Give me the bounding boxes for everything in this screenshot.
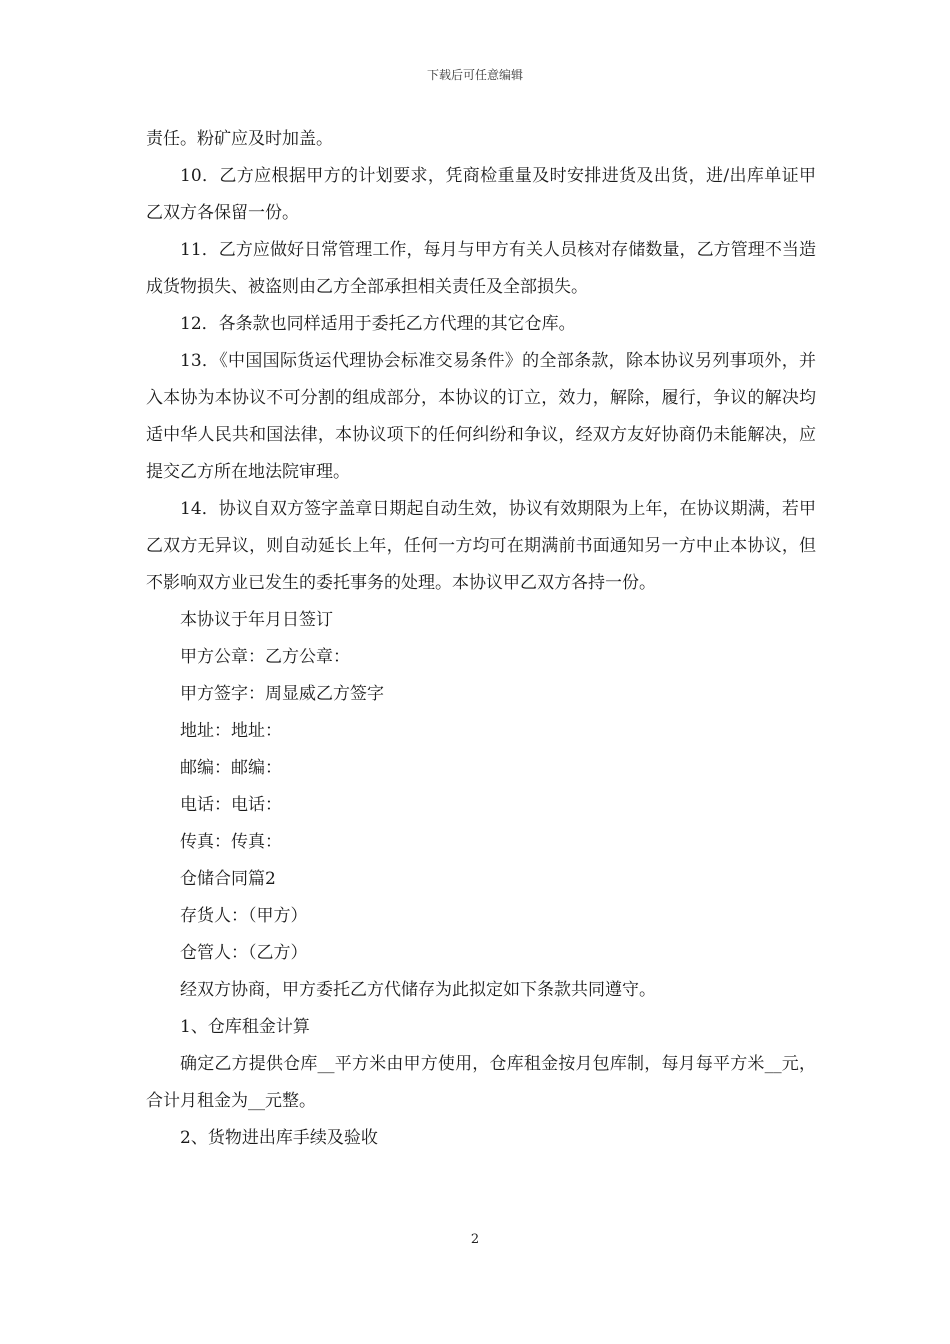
item-1-heading: 1、仓库租金计算 bbox=[180, 1017, 310, 1037]
warehouse-keeper-line: 仓管人：（乙方） bbox=[180, 943, 308, 963]
page-header: 下载后可任意编辑 bbox=[426, 68, 523, 82]
depositor-line: 存货人：（甲方） bbox=[180, 906, 308, 926]
postcode-line: 邮编：邮编： bbox=[180, 758, 282, 778]
document-body bbox=[146, 121, 816, 1157]
item-2-heading: 2、货物进出库手续及验收 bbox=[180, 1128, 378, 1148]
address-line: 地址：地址： bbox=[180, 721, 282, 741]
clause-14: 14．协议自双方签字盖章日期起自动生效，协议有效期限为上年，在协议期满，若甲乙双方无异议，则自动延长上年，任何一方均可在期满前书面通知另一方中止本协议，但不影响双方业已发生的委托事务的处理。本协议甲乙双方各持一份。 bbox=[146, 499, 816, 593]
clause-13: 13．《中国国际货运代理协会标准交易条件》的全部条款，除本协议另列事项外，并入本协为本协议不可分割的组成部分，本协议的订立，效力，解除，履行，争议的解决均适中华人民共和国法律，本协议项下的任何纠纷和争议，经双方友好协商仍未能解决，应提交乙方所在地法院审理。 bbox=[146, 351, 816, 482]
clause-10: 10．乙方应根据甲方的计划要求，凭商检重量及时安排进货及出货，进/出库单证甲乙双方各保留一份。 bbox=[146, 166, 816, 223]
seal-line: 甲方公章：乙方公章： bbox=[180, 647, 350, 667]
item-1-body: 确定乙方提供仓库__平方米由甲方使用，仓库租金按月包库制，每月每平方米__元，合计月租金为__元整。 bbox=[146, 1054, 816, 1111]
section-title: 仓储合同篇2 bbox=[180, 869, 276, 889]
page-number: 2 bbox=[470, 1232, 480, 1247]
signing-date-line: 本协议于年月日签订 bbox=[180, 610, 333, 630]
fax-line: 传真：传真： bbox=[180, 832, 282, 852]
clause-12: 12．各条款也同样适用于委托乙方代理的其它仓库。 bbox=[180, 314, 576, 334]
clause-11: 11．乙方应做好日常管理工作，每月与甲方有关人员核对存储数量，乙方管理不当造成货物损失、被盗则由乙方全部承担相关责任及全部损失。 bbox=[146, 240, 816, 297]
paragraph-0: 责任。粉矿应及时加盖。 bbox=[146, 129, 333, 149]
phone-line: 电话：电话： bbox=[180, 795, 282, 815]
intro-paragraph: 经双方协商，甲方委托乙方代储存为此拟定如下条款共同遵守。 bbox=[180, 980, 656, 1000]
signature-line: 甲方签字：周显威乙方签字 bbox=[180, 684, 384, 704]
